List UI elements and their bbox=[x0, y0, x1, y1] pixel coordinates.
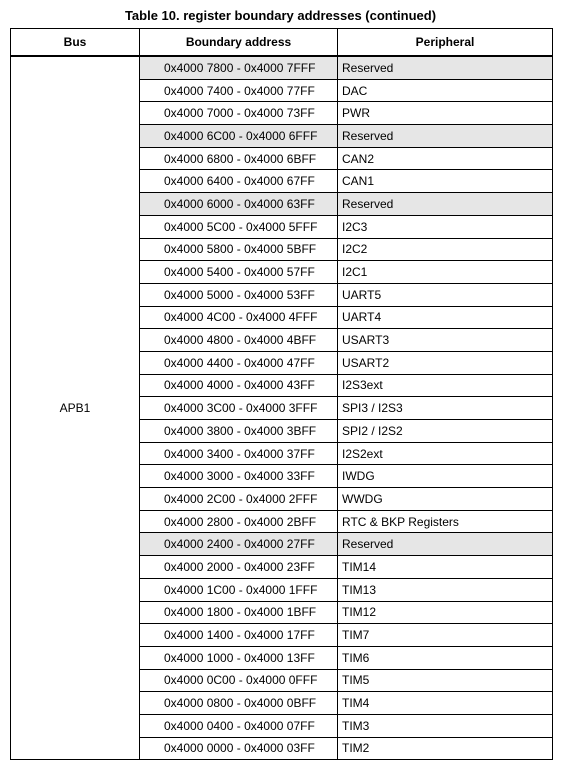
peripheral-cell: Reserved bbox=[338, 125, 553, 148]
boundary-address-cell: 0x4000 5C00 - 0x4000 5FFF bbox=[140, 215, 338, 238]
boundary-address-cell: 0x4000 3800 - 0x4000 3BFF bbox=[140, 420, 338, 443]
peripheral-cell: TIM5 bbox=[338, 669, 553, 692]
table-caption: Table 10. register boundary addresses (continued) bbox=[124, 8, 437, 23]
peripheral-cell: TIM12 bbox=[338, 601, 553, 624]
bus-cell: APB1 bbox=[11, 56, 140, 760]
boundary-address-cell: 0x4000 1C00 - 0x4000 1FFF bbox=[140, 578, 338, 601]
peripheral-cell: RTC & BKP Registers bbox=[338, 510, 553, 533]
peripheral-cell: IWDG bbox=[338, 465, 553, 488]
boundary-address-cell: 0x4000 0800 - 0x4000 0BFF bbox=[140, 692, 338, 715]
peripheral-cell: SPI2 / I2S2 bbox=[338, 420, 553, 443]
peripheral-cell: DAC bbox=[338, 79, 553, 102]
peripheral-cell: UART5 bbox=[338, 283, 553, 306]
peripheral-cell: Reserved bbox=[338, 533, 553, 556]
peripheral-cell: TIM4 bbox=[338, 692, 553, 715]
boundary-address-cell: 0x4000 5000 - 0x4000 53FF bbox=[140, 283, 338, 306]
boundary-address-cell: 0x4000 4800 - 0x4000 4BFF bbox=[140, 329, 338, 352]
boundary-address-cell: 0x4000 0400 - 0x4000 07FF bbox=[140, 714, 338, 737]
peripheral-cell: I2S3ext bbox=[338, 374, 553, 397]
boundary-address-cell: 0x4000 4000 - 0x4000 43FF bbox=[140, 374, 338, 397]
boundary-address-cell: 0x4000 0C00 - 0x4000 0FFF bbox=[140, 669, 338, 692]
boundary-address-cell: 0x4000 6C00 - 0x4000 6FFF bbox=[140, 125, 338, 148]
boundary-address-cell: 0x4000 1400 - 0x4000 17FF bbox=[140, 624, 338, 647]
peripheral-cell: Reserved bbox=[338, 193, 553, 216]
peripheral-cell: I2C1 bbox=[338, 261, 553, 284]
peripheral-cell: I2C3 bbox=[338, 215, 553, 238]
peripheral-cell: UART4 bbox=[338, 306, 553, 329]
peripheral-cell: I2C2 bbox=[338, 238, 553, 261]
header-bus: Bus bbox=[11, 29, 140, 57]
boundary-address-cell: 0x4000 7400 - 0x4000 77FF bbox=[140, 79, 338, 102]
boundary-address-cell: 0x4000 5800 - 0x4000 5BFF bbox=[140, 238, 338, 261]
boundary-address-cell: 0x4000 2800 - 0x4000 2BFF bbox=[140, 510, 338, 533]
boundary-address-cell: 0x4000 3C00 - 0x4000 3FFF bbox=[140, 397, 338, 420]
peripheral-cell: TIM3 bbox=[338, 714, 553, 737]
peripheral-cell: CAN2 bbox=[338, 147, 553, 170]
boundary-address-cell: 0x4000 1800 - 0x4000 1BFF bbox=[140, 601, 338, 624]
boundary-address-cell: 0x4000 6000 - 0x4000 63FF bbox=[140, 193, 338, 216]
boundary-address-cell: 0x4000 1000 - 0x4000 13FF bbox=[140, 646, 338, 669]
header-boundary-address: Boundary address bbox=[140, 29, 338, 57]
boundary-address-cell: 0x4000 3000 - 0x4000 33FF bbox=[140, 465, 338, 488]
peripheral-cell: WWDG bbox=[338, 488, 553, 511]
boundary-address-cell: 0x4000 4400 - 0x4000 47FF bbox=[140, 351, 338, 374]
peripheral-cell: PWR bbox=[338, 102, 553, 125]
boundary-address-cell: 0x4000 4C00 - 0x4000 4FFF bbox=[140, 306, 338, 329]
peripheral-cell: TIM7 bbox=[338, 624, 553, 647]
header-peripheral: Peripheral bbox=[338, 29, 553, 57]
boundary-address-cell: 0x4000 2000 - 0x4000 23FF bbox=[140, 556, 338, 579]
boundary-address-cell: 0x4000 2400 - 0x4000 27FF bbox=[140, 533, 338, 556]
boundary-address-cell: 0x4000 3400 - 0x4000 37FF bbox=[140, 442, 338, 465]
boundary-address-cell: 0x4000 6400 - 0x4000 67FF bbox=[140, 170, 338, 193]
table-header bbox=[11, 29, 553, 57]
boundary-address-cell: 0x4000 7800 - 0x4000 7FFF bbox=[140, 56, 338, 79]
boundary-address-cell: 0x4000 6800 - 0x4000 6BFF bbox=[140, 147, 338, 170]
peripheral-cell: USART2 bbox=[338, 351, 553, 374]
header-row bbox=[11, 29, 553, 57]
peripheral-cell: TIM2 bbox=[338, 737, 553, 760]
peripheral-cell: TIM13 bbox=[338, 578, 553, 601]
peripheral-cell: TIM6 bbox=[338, 646, 553, 669]
boundary-address-cell: 0x4000 5400 - 0x4000 57FF bbox=[140, 261, 338, 284]
peripheral-cell: CAN1 bbox=[338, 170, 553, 193]
table-row bbox=[11, 56, 553, 79]
peripheral-cell: SPI3 / I2S3 bbox=[338, 397, 553, 420]
peripheral-cell: Reserved bbox=[338, 56, 553, 79]
boundary-address-cell: 0x4000 2C00 - 0x4000 2FFF bbox=[140, 488, 338, 511]
peripheral-cell: I2S2ext bbox=[338, 442, 553, 465]
table-body bbox=[11, 56, 553, 760]
peripheral-cell: TIM14 bbox=[338, 556, 553, 579]
boundary-address-cell: 0x4000 7000 - 0x4000 73FF bbox=[140, 102, 338, 125]
boundary-address-cell: 0x4000 0000 - 0x4000 03FF bbox=[140, 737, 338, 760]
peripheral-cell: USART3 bbox=[338, 329, 553, 352]
register-boundary-table bbox=[10, 28, 553, 760]
